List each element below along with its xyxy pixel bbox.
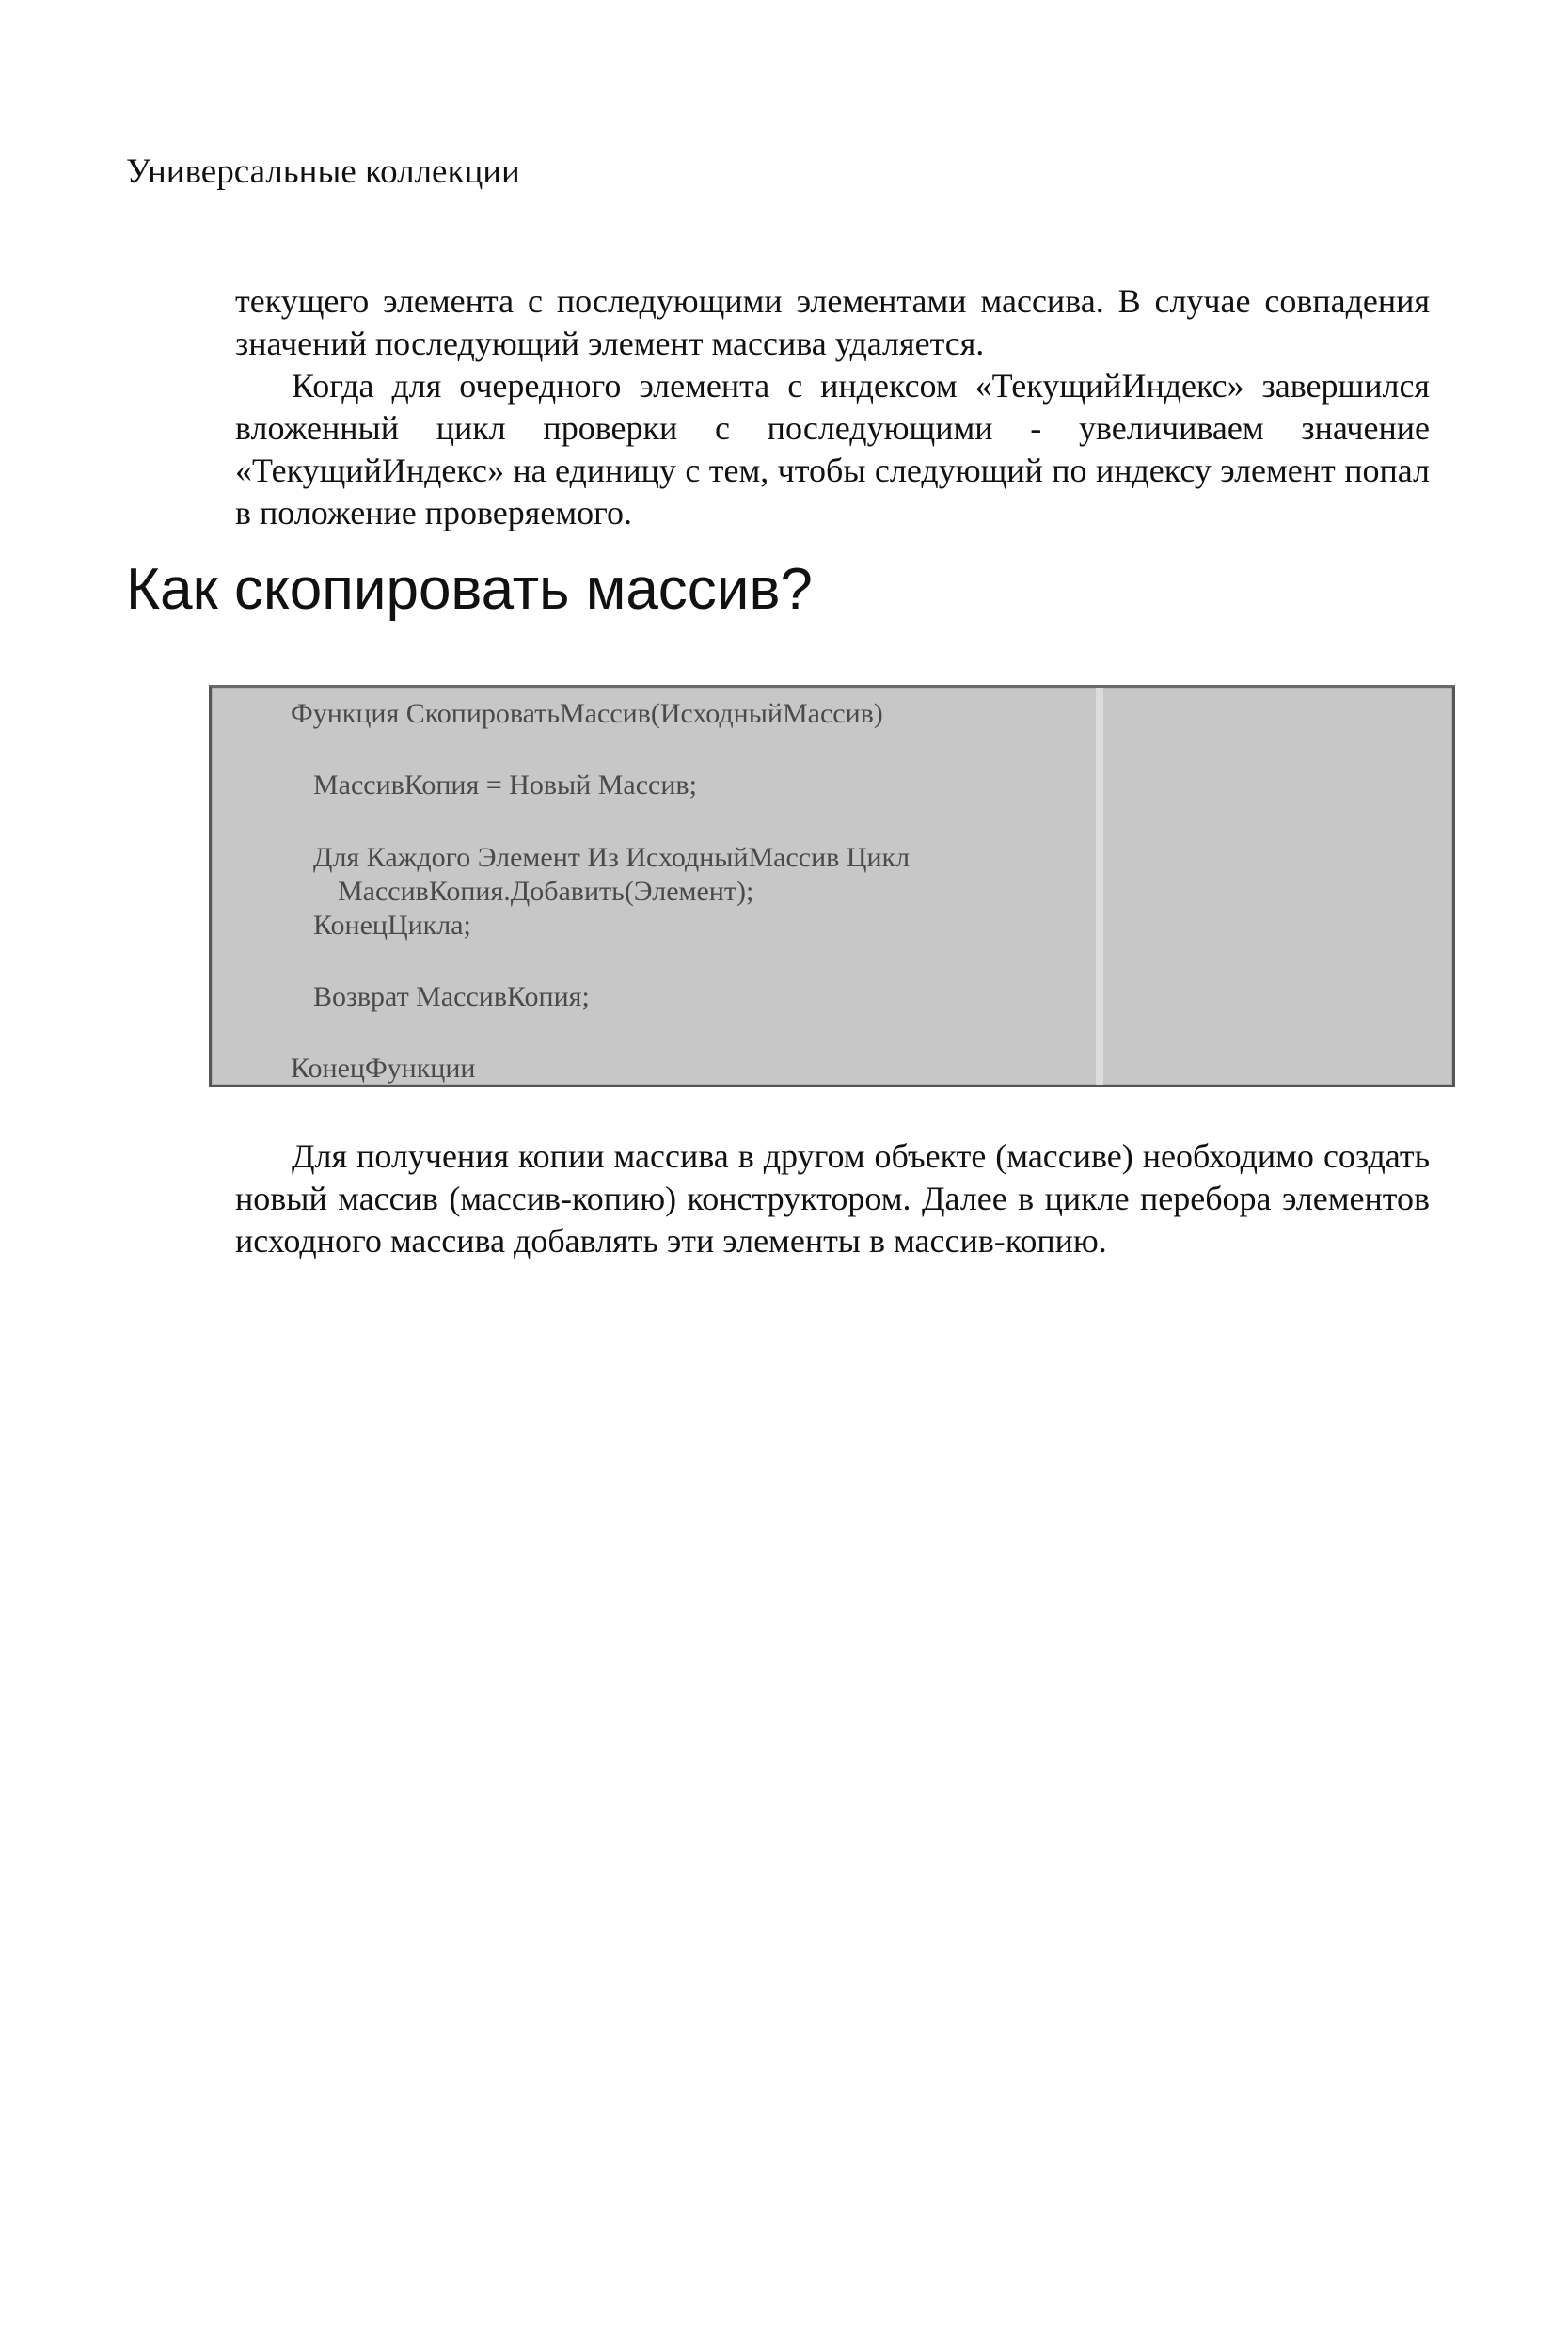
- intro-text: [235, 280, 1430, 534]
- explanation-text: [235, 1135, 1430, 1262]
- code-line-loop-start: Для Каждого Элемент Из ИсходныйМассив Цикл: [313, 842, 911, 873]
- intro-paragraph-1: текущего элемента с последующими элементами массива. В случае совпадения значений последующий элемент массива удаляется.: [235, 282, 1430, 362]
- code-line-new-array: МассивКопия = Новый Массив;: [313, 769, 697, 801]
- code-line-function-end: КонецФункции: [291, 1053, 476, 1084]
- running-header: Универсальные коллекции: [126, 152, 520, 191]
- code-line-function-header: Функция СкопироватьМассив(ИсходныйМассив): [291, 698, 883, 729]
- code-line-add-element: МассивКопия.Добавить(Элемент);: [338, 876, 754, 907]
- explanation-paragraph: Для получения копии массива в другом объекте (массиве) необходимо создать новый массив (массив-копию) конструктором. Далее в цикле перебора элементов исходного массива добавлять эти элементы в массив-копию.: [235, 1137, 1430, 1260]
- section-heading: Как скопировать массив?: [126, 557, 813, 622]
- code-line-return: Возврат МассивКопия;: [313, 981, 590, 1012]
- code-listing: [209, 685, 1455, 1087]
- intro-paragraph-2: Когда для очередного элемента с индексом «ТекущийИндекс» завершился вложенный цикл проверки с последующими - увеличиваем значение «ТекущийИндекс» на единицу с тем, чтобы следующий по индексу элемент попал в положение проверяемого.: [235, 367, 1430, 531]
- code-box-highlight: [1096, 688, 1103, 1085]
- code-line-loop-end: КонецЦикла;: [313, 910, 471, 941]
